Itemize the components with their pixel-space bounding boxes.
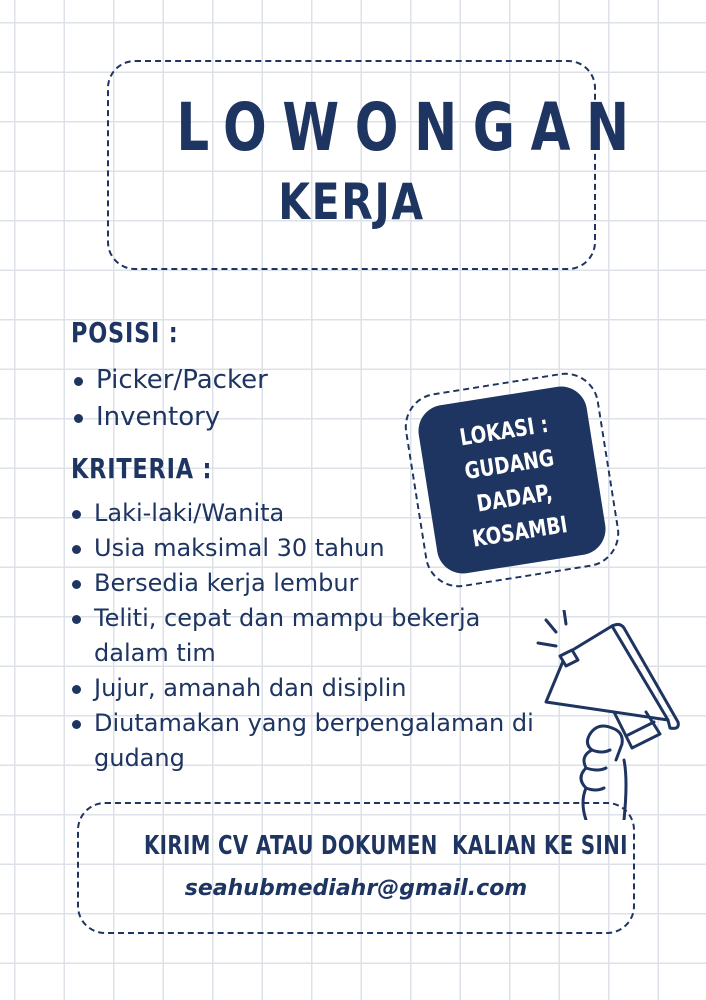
kriteria-heading: KRITERIA : (71, 452, 213, 485)
posisi-list (71, 362, 268, 436)
posisi-heading: POSISI : (71, 316, 179, 349)
page-title: LOWONGAN (176, 89, 645, 166)
list-item: Usia maksimal 30 tahun (69, 531, 564, 566)
contact-heading: KIRIM CV ATAU DOKUMEN KALIAN KE SINI (143, 831, 628, 861)
list-item: Picker/Packer (71, 362, 268, 399)
lokasi-line: LOKASI : (457, 411, 551, 452)
list-item: Laki-laki/Wanita (69, 496, 564, 531)
list-item: Diutamakan yang berpengalaman di gudang (69, 706, 564, 776)
lokasi-line: DADAP, (475, 479, 555, 518)
lokasi-line: KOSAMBI (470, 512, 570, 553)
list-item: Bersedia kerja lembur (69, 566, 564, 601)
contact-email[interactable]: seahubmediahr@gmail.com (184, 876, 528, 901)
lokasi-text (429, 403, 596, 560)
contact-frame (77, 802, 635, 934)
page-subtitle: KERJA (278, 173, 425, 231)
list-item: Jujur, amanah dan disiplin (69, 671, 564, 706)
list-item: Inventory (71, 399, 268, 436)
lokasi-line: GUDANG (462, 445, 556, 486)
list-item: Teliti, cepat dan mampu bekerja dalam tim (69, 601, 544, 671)
megaphone-icon (528, 610, 698, 820)
